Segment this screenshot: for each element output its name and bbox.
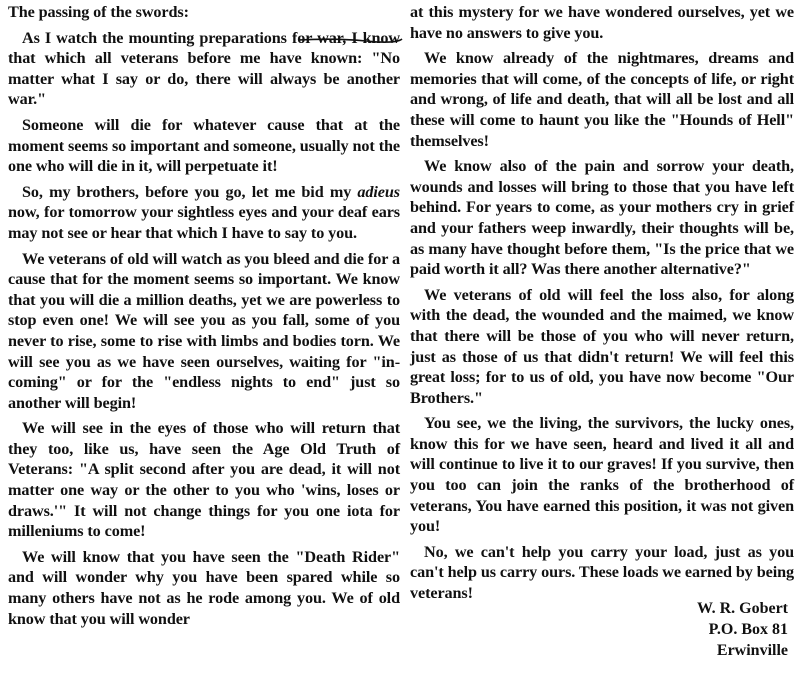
paragraph: We will know that you have seen the "Death Rider" and will wonder why you have been spared while so many others have not as he rode among you. We of old know that you will wonder	[8, 547, 400, 628]
paragraph: Someone will die for whatever cause that at the moment seems so important and someone, usually not the one who will die in it, will perpetuate it!	[8, 115, 400, 176]
paragraph: As I watch the mounting preparations for war, I know that which all veterans before me have known: "No matter what I say or do, there will always be another war."	[8, 28, 400, 109]
paragraph: We know already of the nightmares, dreams and memories that will come, of the concepts of life, or right and wrong, of life and death, that will all be lost and all these will come to haunt you like the "Hounds of Hell" themselves!	[410, 49, 794, 150]
paragraph: No, we can't help you carry your load, just as you can't help us carry ours. These loads we earned by being veterans!	[410, 542, 794, 603]
signature-town: Erwinville	[716, 642, 788, 659]
signature-name: W. R. Gobert	[697, 600, 788, 617]
signature-block	[697, 598, 788, 661]
right-column	[410, 2, 794, 609]
paragraph: We veterans of old will feel the loss also, for along with the dead, the wounded and the maimed, we know that there will be those of you who will never return, just as those of us that didn't return! We will feel this great loss; for to us of old, you have now become "Our Brothers."	[410, 285, 794, 407]
paragraph: You see, we the living, the survivors, the lucky ones, know this for we have seen, heard and lived it all and will continue to live it to our graves! If you survive, then you too can join the ranks of the brotherhood of veterans, You have earned this position, it was not given you!	[410, 414, 794, 536]
signature-address: P.O. Box 81	[708, 621, 788, 638]
letter-heading: The passing of the swords:	[8, 3, 189, 21]
paragraph: We know also of the pain and sorrow your death, wounds and losses will bring to those that you have left behind. For years to come, as your mothers cry in grief and your fathers weep inwardly, their thoughts will be, as many have thought before them, "Is the price that we paid worth it all? Was there another alternative?"	[410, 157, 794, 279]
left-column	[8, 2, 400, 634]
paragraph: So, my brothers, before you go, let me bid my adieus now, for tomorrow your sightless eyes and your deaf ears may not see or hear that which I have to say to you.	[8, 182, 400, 242]
paragraph: We veterans of old will watch as you bleed and die for a cause that for the moment seems so important. We know that you will die a million deaths, yet we are powerless to stop even one! We will see you as you fall, some of you never to rise, some to rise with limbs and bodies torn. We will see you as we have seen ourselves, waiting for "in-coming" or for the "endless nights to end" just so another will begin!	[8, 249, 400, 412]
paragraph: We will see in the eyes of those who will return that they too, like us, have seen the Age Old Truth of Veterans: "A split second after you are dead, it will not matter one way or the other to you who 'wins, loses or draws.'" It will not change things for you one iota for milleniums to come!	[8, 419, 400, 541]
italic-word: adieus	[357, 182, 400, 201]
paragraph: at this mystery for we have wondered ourselves, yet we have no answers to give you.	[410, 3, 794, 42]
